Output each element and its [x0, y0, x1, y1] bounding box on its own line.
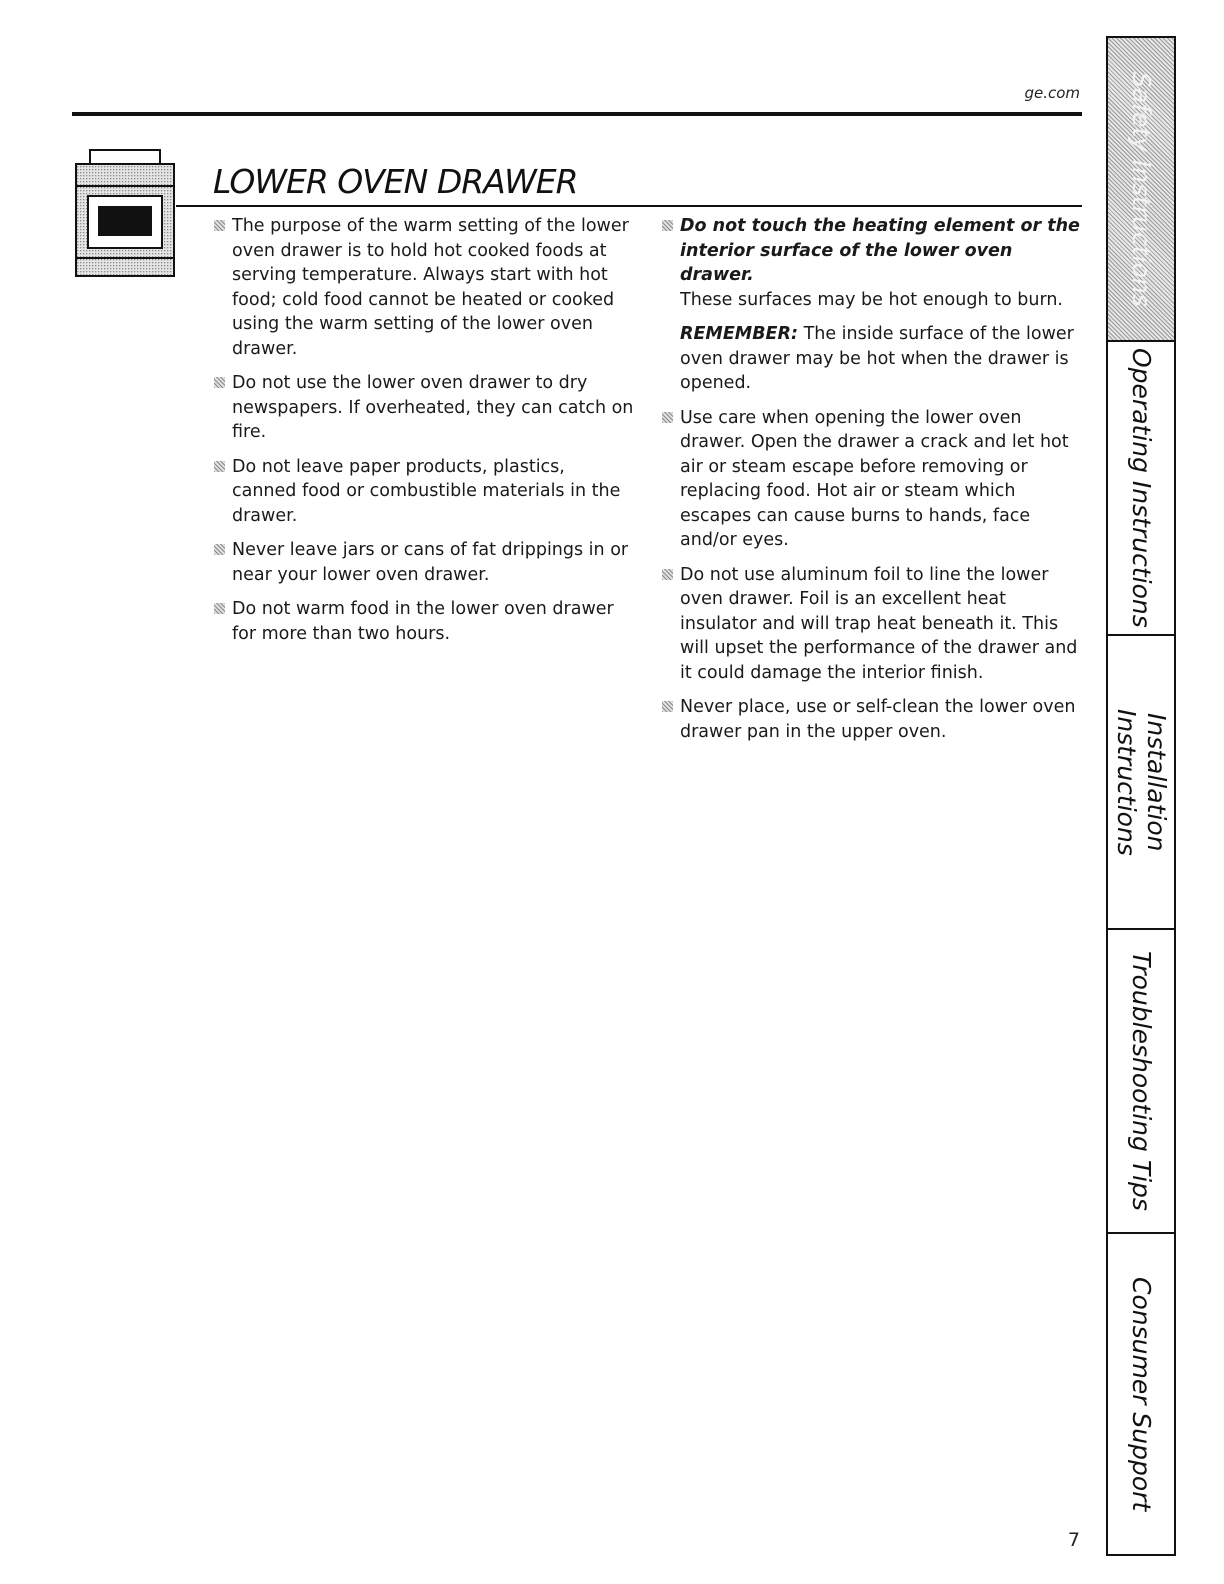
warning-item: [662, 214, 1082, 312]
range-oven-icon: [74, 148, 176, 278]
tab-label: Installation Instructions: [1112, 708, 1171, 856]
right-column: [662, 214, 1082, 754]
warning-text: These surfaces may be hot enough to burn.: [680, 289, 1063, 310]
section-tabs: [1106, 36, 1176, 1556]
remember-note: [680, 322, 1082, 396]
tab-label: Safety Instructions: [1127, 71, 1156, 307]
site-url: ge.com: [1024, 84, 1080, 102]
bullet-icon: [214, 544, 225, 555]
tab-label: Consumer Support: [1127, 1276, 1156, 1512]
bullet-icon: [662, 220, 673, 231]
bullet-icon: [214, 377, 225, 388]
section-title: LOWER OVEN DRAWER: [213, 162, 578, 201]
bullet-icon: [662, 569, 673, 580]
tab-safety-instructions[interactable]: [1108, 38, 1174, 342]
list-item: Do not use the lower oven drawer to dry newspapers. If overheated, they can catch on fire.: [214, 371, 634, 445]
list-item: Do not leave paper products, plastics, canned food or combustible materials in the drawer.: [214, 455, 634, 529]
list-item: Never leave jars or cans of fat drippings in or near your lower oven drawer.: [214, 538, 634, 587]
bullet-icon: [214, 603, 225, 614]
remember-label: REMEMBER:: [680, 324, 798, 344]
list-item: The purpose of the warm setting of the lower oven drawer is to hold hot cooked foods at serving temperature. Always start with hot food; cold food cannot be heated or cooked using the warm setting of the lower oven drawer.: [214, 214, 634, 361]
title-rule: [176, 205, 1082, 207]
list-item: Use care when opening the lower oven drawer. Open the drawer a crack and let hot air or steam escape before removing or replacing food. Hot air or steam which escapes can cause burns to hands, face and/or eyes.: [662, 406, 1082, 553]
tab-consumer-support[interactable]: [1108, 1234, 1174, 1554]
tab-operating-instructions[interactable]: [1108, 342, 1174, 636]
left-column: [214, 214, 634, 656]
list-item: Do not use aluminum foil to line the lower oven drawer. Foil is an excellent heat insulator and will trap heat beneath it. This will upset the performance of the drawer and it could damage the interior finish.: [662, 563, 1082, 686]
bullet-icon: [662, 701, 673, 712]
warning-heading: Do not touch the heating element or the interior surface of the lower oven drawer.: [680, 216, 1080, 285]
header-rule: [72, 112, 1082, 116]
bullet-icon: [214, 220, 225, 231]
tab-label: Troubleshooting Tips: [1127, 951, 1156, 1211]
list-item: Do not warm food in the lower oven drawer for more than two hours.: [214, 597, 634, 646]
page-number: 7: [1067, 1529, 1080, 1551]
tab-label: Operating Instructions: [1127, 348, 1156, 628]
tab-troubleshooting-tips[interactable]: [1108, 930, 1174, 1234]
bullet-icon: [662, 412, 673, 423]
list-item: Never place, use or self-clean the lower oven drawer pan in the upper oven.: [662, 695, 1082, 744]
tab-installation-instructions[interactable]: [1108, 636, 1174, 930]
remember-text: The inside surface of the lower oven drawer may be hot when the drawer is opened.: [680, 324, 1074, 393]
bullet-icon: [214, 461, 225, 472]
